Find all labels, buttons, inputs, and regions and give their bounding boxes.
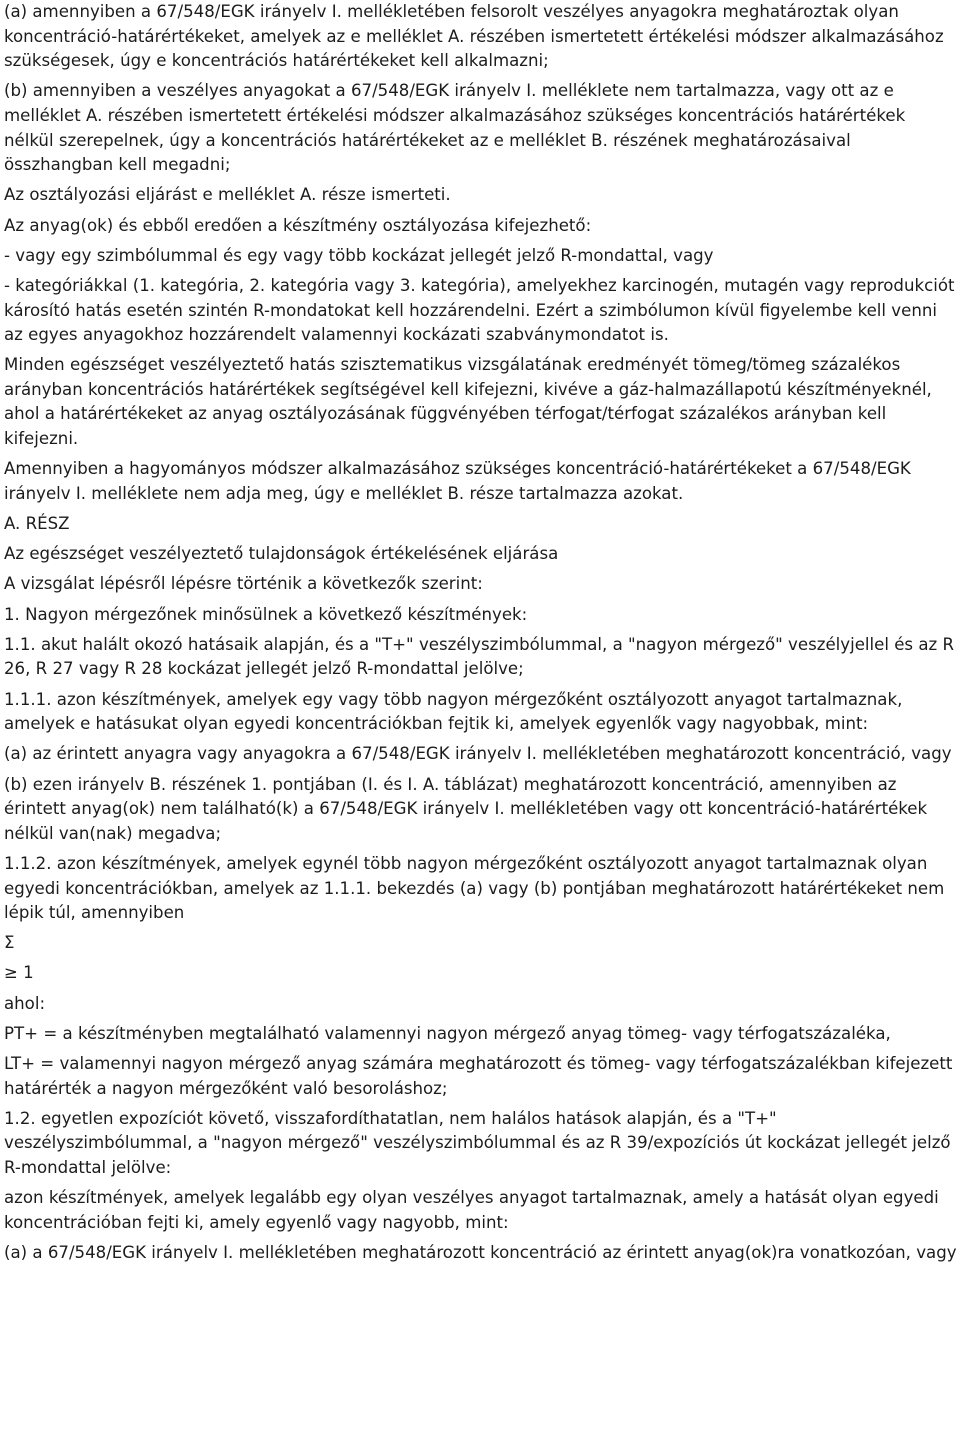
heading-very-toxic: 1. Nagyon mérgezőnek minősülnek a következő készítmények: [4,604,528,624]
clause-1-1-1-a: (a) az érintett anyagra vagy anyagokra a 67/548/EGK irányelv I. mellékletében meghatározott koncentráció, vagy [4,744,952,764]
document-page [4,0,960,1271]
paragraph-b-missing-limits: (b) amennyiben a veszélyes anyagokat a 67/548/EGK irányelv I. melléklete nem tartalmazza, vagy ott az e melléklet A. részében ismertetett értékelési módszer alkalmazásához szükséges koncentrációs határértékek nélkül szerepelnek, úgy a koncentrációs határértékeket az e melléklet B. részének meghatározásaival összhangban kell megadni; [4,81,906,175]
list-item-categories: - kategóriákkal (1. kategória, 2. kategória vagy 3. kategória), amelyekhez karcinogén, mutagén vagy reprodukciót károsító hatás esetén szintén R-mondatokat kell hozzárendelni. Ezért a szimbólumon kívül figyelembe kell venni az egyes anyagokhoz hozzárendelt valamennyi kockázati szabványmondatot is. [4,275,955,345]
clause-1-2-body: azon készítmények, amelyek legalább egy olyan veszélyes anyagot tartalmaznak, amely a hatását olyan egyedi koncentrációban fejti ki, amely egyenlő vagy nagyobb, mint: [4,1188,939,1232]
definition-lt-plus: LT+ = valamennyi nagyon mérgező anyag számára meghatározott és tömeg- vagy térfogatszázalékban kifejezett határérték a nagyon mérgezőként való besoroláshoz; [4,1054,953,1098]
paragraph-classification-procedure: Az osztályozási eljárást e melléklet A. része ismerteti. [4,185,451,205]
formula-sum-symbol: Σ [4,933,15,953]
clause-1-1: 1.1. akut halált okozó hatásaik alapján, és a "T+" veszélyszimbólummal, a "nagyon mérgező" veszélyjellel és az R 26, R 27 vagy R 28 kockázat jellegét jelző R-mondattal jelölve; [4,634,955,679]
clause-1-1-1-b: (b) ezen irányelv B. részének 1. pontjában (I. és I. A. táblázat) meghatározott koncentráció, amennyiben az érintett anyag(ok) nem található(k) a 67/548/EGK irányelv I. mellékletében vagy ott koncentráció-határértékek nélkül van(nak) megadva; [4,774,928,843]
paragraph-classification-expression: Az anyag(ok) és ebből eredően a készítmény osztályozása kifejezhető: [4,215,592,235]
clause-1-1-1: 1.1.1. azon készítmények, amelyek egy vagy több nagyon mérgezőként osztályozott anyagot tartalmaznak, amelyek e hatásukat olyan egyedi koncentrációkban fejtik ki, amelyek egyenlők vagy nagyobbak, mint: [4,689,903,734]
section-subtitle: Az egészséget veszélyeztető tulajdonságok értékelésének eljárása [4,544,559,564]
clause-1-2: 1.2. egyetlen expozíciót követő, visszafordíthatatlan, nem halálos hatások alapján, és a "T+" veszélyszimbólummal, a "nagyon mérgező" veszélyszimbólummal és az R 39/expozíciós út kockázat jellegét jelző R-mondattal jelölve: [4,1108,951,1177]
paragraph-step-by-step: A vizsgálat lépésről lépésre történik a következők szerint: [4,574,483,594]
formula-where-label: ahol: [4,993,46,1013]
clause-1-1-2: 1.1.2. azon készítmények, amelyek egynél több nagyon mérgezőként osztályozott anyagot tartalmaznak olyan egyedi koncentrációkban, amelyek az 1.1.1. bekezdés (a) vagy (b) pontjában meghatározott határértékeket nem lépik túl, amennyiben [4,853,945,923]
list-item-symbol: - vagy egy szimbólummal és egy vagy több kockázat jellegét jelző R-mondattal, vagy [4,245,714,265]
clause-1-2-a: (a) a 67/548/EGK irányelv I. mellékletében meghatározott koncentráció az érintett anyag(ok)ra vonatkozóan, vagy [4,1242,957,1262]
section-heading-part-a: A. RÉSZ [4,514,70,534]
paragraph-conventional-method: Amennyiben a hagyományos módszer alkalmazásához szükséges koncentráció-határértékeket a 67/548/EGK irányelv I. melléklete nem adja meg, úgy e melléklet B. része tartalmazza azokat. [4,459,911,503]
formula-greater-equal-one: ≥ 1 [4,963,34,983]
paragraph-systematic-evaluation: Minden egészséget veszélyeztető hatás szisztematikus vizsgálatának eredményét tömeg/tömeg százalékos arányban koncentrációs határértékek segítségével kell kifejezni, kivéve a gáz-halmazállapotú készítményeknél, ahol a határértékeket az anyag osztályozásának függvényében térfogat/térfogat százalékos arányban kell kifejezni. [4,355,932,449]
definition-pt-plus: PT+ = a készítményben megtalálható valamennyi nagyon mérgező anyag tömeg- vagy térfogatszázaléka, [4,1023,891,1043]
paragraph-a-eu-limits: (a) amennyiben a 67/548/EGK irányelv I. mellékletében felsorolt veszélyes anyagokra meghatároztak olyan koncentráció-határértékeket, amelyek az e melléklet A. részében ismertetett értékelési módszer alkalmazásához szükségesek, úgy e koncentrációs határértékeket kell alkalmazni; [4,2,944,71]
